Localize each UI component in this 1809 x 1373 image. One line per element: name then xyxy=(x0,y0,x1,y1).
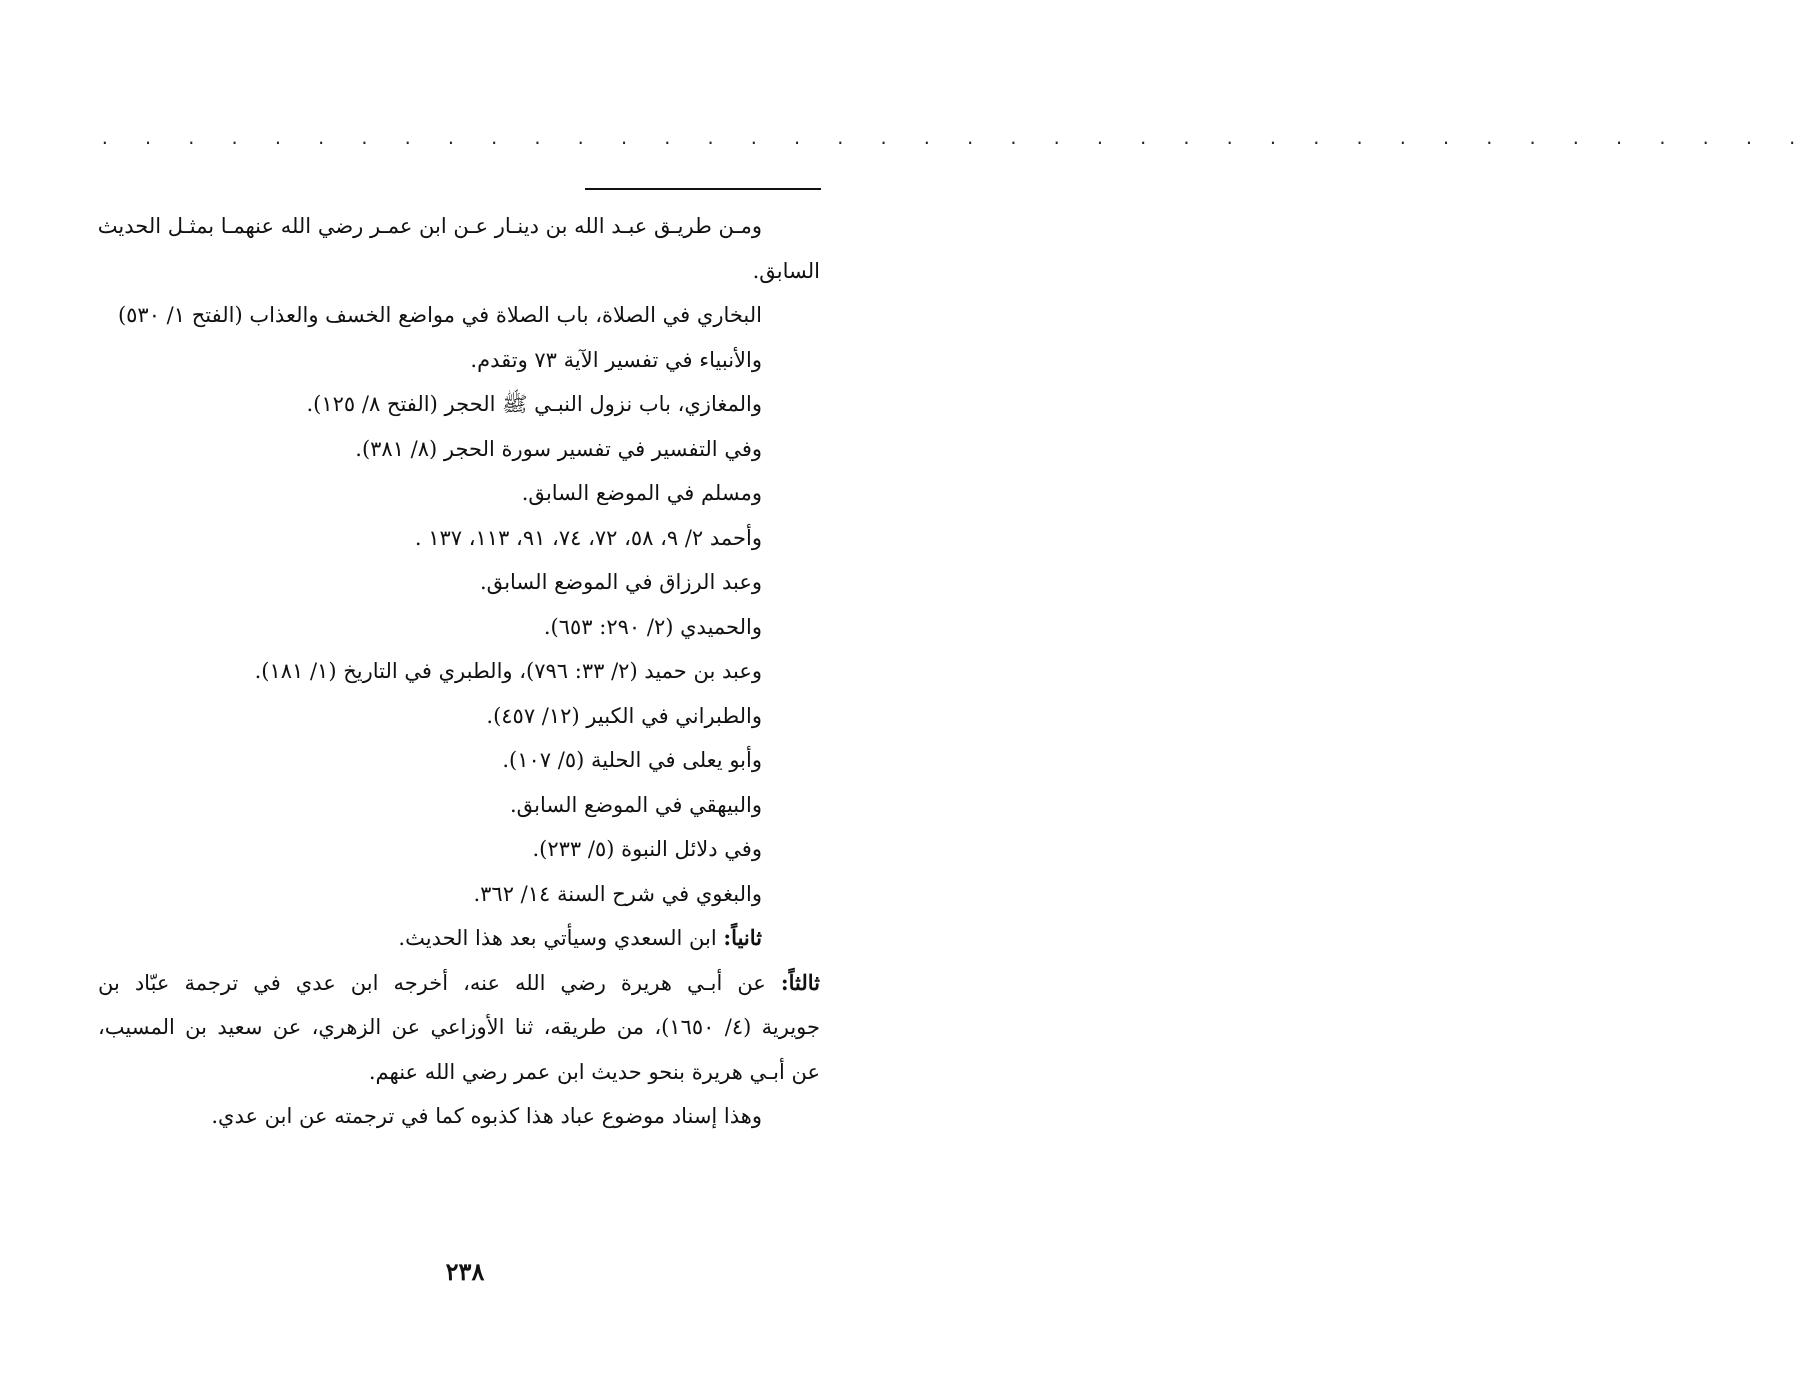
text-line: ومسلم في الموضع السابق. xyxy=(521,481,762,505)
text-line: السابق. xyxy=(752,258,820,283)
text-line: والبغوي في شرح السنة ١٤/ ٣٦٢. xyxy=(473,881,762,906)
section-label: ثالثاً: xyxy=(780,969,820,995)
text-line: عن أبـي هريرة بنحو حديث ابن عمر رضي الله عنهم. xyxy=(368,1059,820,1084)
text-line: البخاري في الصلاة، باب الصلاة في مواضع الخسف والعذاب (الفتح ١/ ٥٣٠) xyxy=(117,303,762,327)
text-line: والبيهقي في الموضع السابق. xyxy=(509,792,762,817)
text-line: وعبد الرزاق في الموضع السابق. xyxy=(480,570,762,594)
text-line: ومـن طريـق عبـد الله بن دينـار عـن ابن عمـر رضي الله عنهمـا بمثـل الحديث xyxy=(97,214,762,238)
text-line: والطبراني في الكبير (١٢/ ٤٥٧). xyxy=(486,703,762,728)
text-line: والحميدي (٢/ ٢٩٠: ٦٥٣). xyxy=(543,614,762,639)
section-label: ثانياً: xyxy=(723,925,762,950)
text-line: وأبو يعلى في الحلية (٥/ ١٠٧). xyxy=(502,748,762,772)
text-line: وهذا إسناد موضوع عباد هذا كذبوه كما في ترجمته عن ابن عدي. xyxy=(211,1104,762,1128)
section-text: ابن السعدي وسيأتي بعد هذا الحديث. xyxy=(398,926,717,950)
text-line xyxy=(98,961,820,1006)
text-line: والأنبياء في تفسير الآية ٧٣ وتقدم. xyxy=(470,347,762,372)
footnote-rule xyxy=(585,188,821,190)
text-line: وعبد بن حميد (٢/ ٣٣: ٧٩٦)، والطبري في التاريخ (١/ ١٨١). xyxy=(254,659,762,683)
text-line: وفي التفسير في تفسير سورة الحجر (٨/ ٣٨١). xyxy=(355,436,762,461)
text-line: وفي دلائل النبوة (٥/ ٢٣٣). xyxy=(532,837,762,861)
section-text: عن أبـي هريرة رضي الله عنه، أخرجه ابن عدي في ترجمة عبّاد بن xyxy=(98,970,766,995)
text-line xyxy=(98,916,820,961)
text-line: والمغازي، باب نزول النبـي ﷺ الحجر (الفتح ٨/ ١٢٥). xyxy=(306,392,762,416)
text-line: جويرية (٤/ ١٦٥٠)، من طريقه، ثنا الأوزاعي عن الزهري، عن سعيد بن المسيب، xyxy=(98,1015,820,1039)
page-number: ٢٣٨ xyxy=(445,1257,485,1286)
dotted-separator: . . . . . . . . . . . . . . . . . . . . . . . . . . . . . . . . . . . . . . . . xyxy=(100,129,1809,148)
text-line: وأحمد ٢/ ٩، ٥٨، ٧٢، ٧٤، ٩١، ١١٣، ١٣٧ . xyxy=(414,525,762,550)
footnote-text xyxy=(98,204,820,1139)
